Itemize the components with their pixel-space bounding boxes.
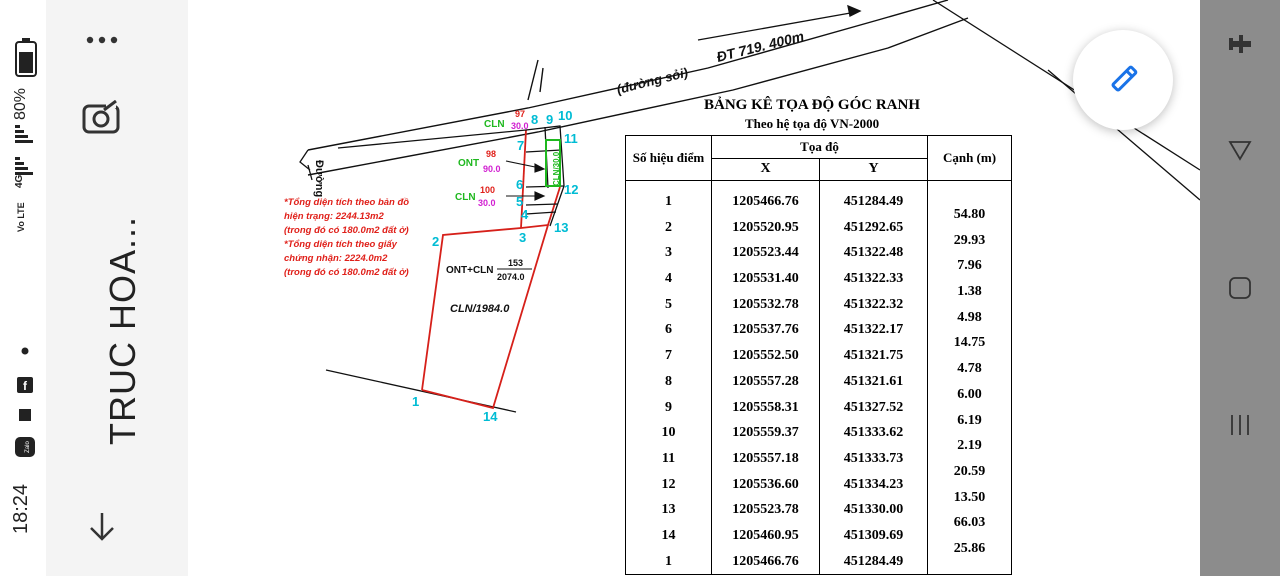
- network-label: 4G: [14, 174, 25, 188]
- cell-edge: 1.38: [957, 284, 982, 300]
- cell-x: 1205557.18: [732, 450, 799, 466]
- edge-column: [928, 181, 1012, 575]
- message-icon: [19, 409, 31, 421]
- cell-edge: 29.93: [953, 232, 986, 248]
- cell-point: 13: [661, 502, 676, 518]
- parcel-area: 2074.0: [497, 272, 525, 282]
- road-type-label: (đường sỏi): [615, 64, 690, 97]
- point-7: 7: [517, 138, 525, 153]
- cell-x: 1205531.40: [732, 271, 799, 287]
- cell-y: 451322.48: [843, 245, 904, 261]
- cell-point: 2: [665, 219, 672, 235]
- cell-y: 451334.23: [843, 476, 904, 492]
- coordinate-table: [625, 135, 1012, 575]
- cell-edge: 4.98: [957, 309, 982, 325]
- home-icon[interactable]: [1220, 268, 1260, 308]
- cell-point: 14: [661, 527, 676, 543]
- point-12: 12: [564, 182, 579, 197]
- cell-y: 451333.62: [843, 425, 904, 441]
- cell-edge: 25.86: [953, 540, 986, 556]
- cell-point: 10: [661, 425, 676, 441]
- cln2-num: 100: [480, 185, 496, 195]
- zalo-icon: [15, 437, 35, 457]
- cell-point: 8: [665, 373, 672, 389]
- cell-x: 1205552.50: [732, 348, 799, 364]
- cell-x: 1205536.60: [732, 476, 799, 492]
- pencil-icon: [1105, 62, 1141, 98]
- cell-point: 1: [665, 194, 672, 209]
- x-column: [712, 181, 820, 575]
- cell-edge: 4.78: [957, 361, 982, 377]
- cell-edge: 6.00: [957, 386, 982, 402]
- area-note-1: *Tổng diện tích theo bản đồ hiện trạng: 2244.13m2 (trong đó có 180.0m2 đất ở): [284, 197, 410, 236]
- cell-y: 451330.00: [843, 502, 904, 518]
- svg-text:f: f: [23, 379, 27, 393]
- cell-y: 451333.73: [843, 450, 904, 466]
- point-5: 5: [516, 194, 524, 209]
- ont-label: ONT: [458, 158, 480, 169]
- svg-text:Zalo: Zalo: [25, 441, 31, 453]
- cell-y: 451322.32: [843, 296, 904, 312]
- cell-x: 1205466.76: [732, 553, 799, 569]
- cell-x: 1205532.78: [732, 296, 799, 312]
- cell-x: 1205460.95: [732, 527, 799, 543]
- cell-edge: 14.75: [953, 335, 986, 351]
- cell-y: 451284.49: [843, 553, 904, 569]
- table-subtitle: Theo hệ tọa độ VN-2000: [745, 116, 880, 131]
- cell-edge: 7.96: [957, 258, 982, 274]
- header-point: Số hiệu điểm: [626, 136, 712, 181]
- edit-fab-button[interactable]: [1073, 30, 1173, 130]
- cell-x: 1205537.76: [732, 322, 799, 338]
- road-label: ĐT 719. 400m: [714, 27, 806, 65]
- cln2-label: CLN: [455, 192, 476, 203]
- cell-x: 1205523.78: [732, 502, 799, 518]
- document-viewer[interactable]: [188, 0, 1200, 576]
- cell-point: 9: [665, 399, 672, 415]
- cell-x: 1205466.76: [732, 194, 799, 209]
- battery-percent: 80%: [12, 87, 29, 120]
- parcel-num: 153: [508, 258, 524, 268]
- facebook-icon: [17, 377, 33, 393]
- cell-point: 6: [665, 322, 672, 338]
- point-14: 14: [483, 409, 498, 424]
- cell-edge: 13.50: [953, 489, 986, 505]
- app-bar: [46, 0, 188, 576]
- cell-edge: 6.19: [957, 412, 982, 428]
- ont-area: 90.0: [483, 164, 501, 174]
- battery-icon: [16, 38, 36, 76]
- point-6: 6: [516, 177, 524, 192]
- area-note-2: *Tổng diện tích theo giấy chứng nhận: 2224.0m2 (trong đó có 180.0m2 đất ở): [284, 239, 409, 278]
- point-1: 1: [412, 394, 420, 409]
- cell-y: 451284.49: [843, 194, 904, 209]
- point-11: 11: [564, 131, 578, 146]
- cell-x: 1205523.44: [732, 245, 799, 261]
- cell-x: 1205558.31: [732, 399, 799, 415]
- point-8: 8: [531, 112, 539, 127]
- cln1-label: CLN: [484, 119, 505, 130]
- cell-y: 451321.75: [843, 348, 904, 364]
- arrow-down-icon[interactable]: [82, 506, 122, 546]
- cell-point: 1: [665, 553, 672, 569]
- cell-x: 1205557.28: [732, 373, 799, 389]
- cell-y: 451309.69: [843, 527, 904, 543]
- cln-area-label: CLN/1984.0: [450, 303, 510, 315]
- back-icon[interactable]: [1220, 130, 1260, 170]
- header-coord: Tọa độ: [712, 136, 928, 159]
- point-4: 4: [521, 207, 529, 222]
- status-bar: [0, 0, 46, 576]
- header-x: X: [712, 158, 820, 181]
- cell-edge: 2.19: [957, 438, 982, 454]
- cell-x: 1205520.95: [732, 219, 799, 235]
- more-horizontal-icon[interactable]: [82, 24, 122, 56]
- cell-edge: 54.80: [953, 207, 986, 222]
- cell-edge: 66.03: [953, 515, 986, 531]
- cell-y: 451292.65: [843, 219, 904, 235]
- cell-point: 4: [665, 271, 672, 287]
- dot-icon: [22, 348, 29, 355]
- image-edit-icon[interactable]: [80, 96, 122, 138]
- cln1-area: 30.0: [511, 121, 529, 131]
- cell-point: 3: [665, 245, 672, 261]
- side-road-label: Đường: [313, 160, 325, 198]
- header-edge: Cạnh (m): [928, 136, 1012, 181]
- cell-y: 451321.61: [843, 373, 904, 389]
- cell-y: 451322.17: [843, 322, 904, 338]
- recent-apps-icon[interactable]: [1220, 405, 1260, 445]
- table-body: [626, 181, 1012, 575]
- point-13: 13: [554, 220, 569, 235]
- cln2-area: 30.0: [478, 198, 496, 208]
- cell-point: 12: [661, 476, 676, 492]
- table-title: BẢNG KÊ TỌA ĐỘ GÓC RANH: [704, 97, 920, 113]
- cell-y: 451322.33: [843, 271, 904, 287]
- volte-label: Vo LTE: [16, 202, 26, 232]
- navigation-bar: [1200, 0, 1280, 576]
- side-road: [300, 150, 312, 180]
- y-column: [820, 181, 928, 575]
- cell-point: 5: [665, 296, 672, 312]
- clock: 18:24: [10, 483, 32, 534]
- point-10: 10: [558, 108, 573, 123]
- header-y: Y: [820, 158, 928, 181]
- cell-point: 11: [661, 450, 676, 466]
- cln1-num: 97: [515, 109, 526, 119]
- point-column: [626, 181, 712, 575]
- parcel-label-top: ONT+CLN: [446, 265, 494, 276]
- point-2: 2: [432, 234, 440, 249]
- cell-y: 451327.52: [843, 399, 904, 415]
- pin-icon[interactable]: [1220, 26, 1260, 62]
- cln3-area: CLN/30.0: [552, 151, 561, 186]
- point-9: 9: [546, 112, 554, 127]
- ont-num: 98: [486, 149, 497, 159]
- cell-point: 7: [665, 348, 672, 364]
- signal-icon: [15, 125, 33, 175]
- document-title: TRUC HOA...: [102, 215, 143, 445]
- point-3: 3: [519, 230, 527, 245]
- cell-edge: 20.59: [953, 463, 986, 479]
- cell-x: 1205559.37: [732, 425, 799, 441]
